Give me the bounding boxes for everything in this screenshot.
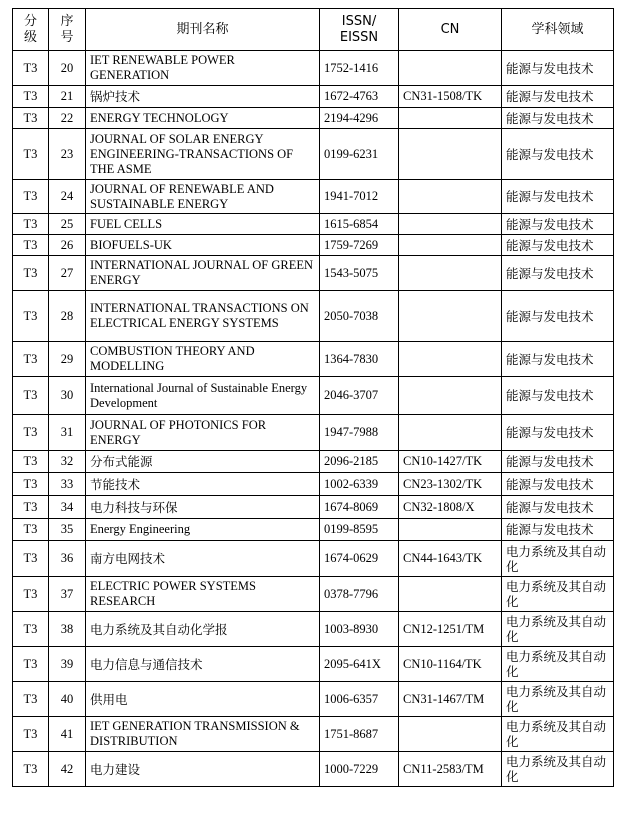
table-row [13,214,614,235]
cn-cell: CN31-1467/TM [399,682,502,717]
journal-name-cell: 电力信息与通信技术 [86,647,320,682]
cn-cell: CN12-1251/TM [399,612,502,647]
journal-name-cell: 电力系统及其自动化学报 [86,612,320,647]
number-cell: 28 [49,291,86,342]
number-cell: 34 [49,496,86,519]
field-cell: 能源与发电技术 [502,214,614,235]
number-cell: 41 [49,717,86,752]
cn-cell: CN44-1643/TK [399,541,502,577]
cn-cell: CN23-1302/TK [399,473,502,496]
cn-cell: CN11-2583/TM [399,752,502,787]
grade-cell: T3 [13,342,49,377]
table-row [13,51,614,86]
grade-cell: T3 [13,377,49,415]
table-row [13,342,614,377]
journal-name-cell: JOURNAL OF SOLAR ENERGY ENGINEERING-TRANSACTIONS OF THE ASME [86,129,320,180]
table-row [13,415,614,451]
number-cell: 33 [49,473,86,496]
issn-cell: 1759-7269 [320,235,399,256]
number-cell: 21 [49,86,86,108]
cn-cell: CN31-1508/TK [399,86,502,108]
field-cell: 能源与发电技术 [502,415,614,451]
journal-name-cell: International Journal of Sustainable Energy Development [86,377,320,415]
table-row [13,235,614,256]
number-cell: 29 [49,342,86,377]
table-row [13,256,614,291]
header-no: 序 号 [49,9,86,51]
journal-name-cell: INTERNATIONAL JOURNAL OF GREEN ENERGY [86,256,320,291]
number-cell: 25 [49,214,86,235]
issn-cell: 1751-8687 [320,717,399,752]
table-row [13,496,614,519]
cn-cell [399,415,502,451]
cn-cell: CN10-1427/TK [399,451,502,473]
table-row [13,473,614,496]
cn-cell [399,108,502,129]
number-cell: 22 [49,108,86,129]
cn-cell [399,377,502,415]
journal-name-cell: 节能技术 [86,473,320,496]
journal-name-cell: BIOFUELS-UK [86,235,320,256]
number-cell: 20 [49,51,86,86]
field-cell: 能源与发电技术 [502,180,614,214]
journal-name-cell: IET GENERATION TRANSMISSION & DISTRIBUTION [86,717,320,752]
grade-cell: T3 [13,541,49,577]
number-cell: 42 [49,752,86,787]
table-row [13,612,614,647]
cn-cell: CN32-1808/X [399,496,502,519]
issn-cell: 2046-3707 [320,377,399,415]
cn-cell [399,717,502,752]
field-cell: 能源与发电技术 [502,108,614,129]
grade-cell: T3 [13,451,49,473]
cn-cell [399,180,502,214]
table-row [13,541,614,577]
cn-cell [399,519,502,541]
issn-cell: 1674-0629 [320,541,399,577]
table-row [13,519,614,541]
journal-name-cell: ELECTRIC POWER SYSTEMS RESEARCH [86,577,320,612]
grade-cell: T3 [13,214,49,235]
field-cell: 能源与发电技术 [502,291,614,342]
header-grade: 分 级 [13,9,49,51]
journal-name-cell: ENERGY TECHNOLOGY [86,108,320,129]
journal-name-cell: Energy Engineering [86,519,320,541]
grade-cell: T3 [13,291,49,342]
grade-cell: T3 [13,647,49,682]
field-cell: 能源与发电技术 [502,86,614,108]
field-cell: 电力系统及其自动化 [502,717,614,752]
table-row [13,752,614,787]
grade-cell: T3 [13,129,49,180]
table-row [13,180,614,214]
grade-cell: T3 [13,51,49,86]
grade-cell: T3 [13,519,49,541]
issn-cell: 1003-8930 [320,612,399,647]
number-cell: 27 [49,256,86,291]
table-row [13,451,614,473]
number-cell: 40 [49,682,86,717]
number-cell: 36 [49,541,86,577]
cn-cell [399,129,502,180]
field-cell: 电力系统及其自动化 [502,682,614,717]
issn-cell: 1674-8069 [320,496,399,519]
field-cell: 能源与发电技术 [502,256,614,291]
number-cell: 24 [49,180,86,214]
number-cell: 38 [49,612,86,647]
grade-cell: T3 [13,180,49,214]
cn-cell [399,214,502,235]
journal-name-cell: 电力建设 [86,752,320,787]
field-cell: 电力系统及其自动化 [502,577,614,612]
journal-name-cell: 供用电 [86,682,320,717]
journal-name-cell: 锅炉技术 [86,86,320,108]
grade-cell: T3 [13,717,49,752]
grade-cell: T3 [13,415,49,451]
field-cell: 能源与发电技术 [502,342,614,377]
grade-cell: T3 [13,496,49,519]
number-cell: 32 [49,451,86,473]
issn-cell: 1002-6339 [320,473,399,496]
field-cell: 能源与发电技术 [502,129,614,180]
cn-cell [399,291,502,342]
field-cell: 电力系统及其自动化 [502,541,614,577]
journal-name-cell: JOURNAL OF RENEWABLE AND SUSTAINABLE ENERGY [86,180,320,214]
table-row [13,108,614,129]
field-cell: 能源与发电技术 [502,473,614,496]
table-row [13,291,614,342]
cn-cell [399,577,502,612]
journal-name-cell: 分布式能源 [86,451,320,473]
field-cell: 能源与发电技术 [502,519,614,541]
issn-cell: 1006-6357 [320,682,399,717]
issn-cell: 1364-7830 [320,342,399,377]
table-row [13,86,614,108]
journal-name-cell: COMBUSTION THEORY AND MODELLING [86,342,320,377]
issn-cell: 0199-8595 [320,519,399,541]
cn-cell [399,342,502,377]
journal-name-cell: FUEL CELLS [86,214,320,235]
grade-cell: T3 [13,612,49,647]
field-cell: 能源与发电技术 [502,496,614,519]
grade-cell: T3 [13,577,49,612]
number-cell: 31 [49,415,86,451]
table-row [13,717,614,752]
issn-cell: 2096-2185 [320,451,399,473]
journal-name-cell: 电力科技与环保 [86,496,320,519]
field-cell: 电力系统及其自动化 [502,612,614,647]
header-cn: CN [399,9,502,51]
cn-cell [399,51,502,86]
issn-cell: 1672-4763 [320,86,399,108]
journal-table [12,8,614,787]
field-cell: 能源与发电技术 [502,51,614,86]
journal-name-cell: IET RENEWABLE POWER GENERATION [86,51,320,86]
number-cell: 23 [49,129,86,180]
header-field: 学科领域 [502,9,614,51]
table-header-row [13,9,614,51]
field-cell: 能源与发电技术 [502,235,614,256]
issn-cell: 2050-7038 [320,291,399,342]
issn-cell: 0199-6231 [320,129,399,180]
table-row [13,577,614,612]
journal-name-cell: INTERNATIONAL TRANSACTIONS ON ELECTRICAL ENERGY SYSTEMS [86,291,320,342]
cn-cell: CN10-1164/TK [399,647,502,682]
grade-cell: T3 [13,86,49,108]
field-cell: 能源与发电技术 [502,451,614,473]
issn-cell: 1543-5075 [320,256,399,291]
cn-cell [399,235,502,256]
number-cell: 39 [49,647,86,682]
header-issn: ISSN/ EISSN [320,9,399,51]
grade-cell: T3 [13,256,49,291]
issn-cell: 2194-4296 [320,108,399,129]
issn-cell: 2095-641X [320,647,399,682]
cn-cell [399,256,502,291]
table-row [13,647,614,682]
table-row [13,682,614,717]
header-name: 期刊名称 [86,9,320,51]
grade-cell: T3 [13,473,49,496]
grade-cell: T3 [13,235,49,256]
table-body [13,51,614,787]
number-cell: 30 [49,377,86,415]
table-row [13,129,614,180]
grade-cell: T3 [13,108,49,129]
number-cell: 35 [49,519,86,541]
field-cell: 能源与发电技术 [502,377,614,415]
issn-cell: 1947-7988 [320,415,399,451]
issn-cell: 1000-7229 [320,752,399,787]
table-row [13,377,614,415]
number-cell: 26 [49,235,86,256]
grade-cell: T3 [13,682,49,717]
issn-cell: 1941-7012 [320,180,399,214]
journal-name-cell: JOURNAL OF PHOTONICS FOR ENERGY [86,415,320,451]
journal-name-cell: 南方电网技术 [86,541,320,577]
field-cell: 电力系统及其自动化 [502,752,614,787]
grade-cell: T3 [13,752,49,787]
number-cell: 37 [49,577,86,612]
field-cell: 电力系统及其自动化 [502,647,614,682]
issn-cell: 1615-6854 [320,214,399,235]
issn-cell: 1752-1416 [320,51,399,86]
issn-cell: 0378-7796 [320,577,399,612]
